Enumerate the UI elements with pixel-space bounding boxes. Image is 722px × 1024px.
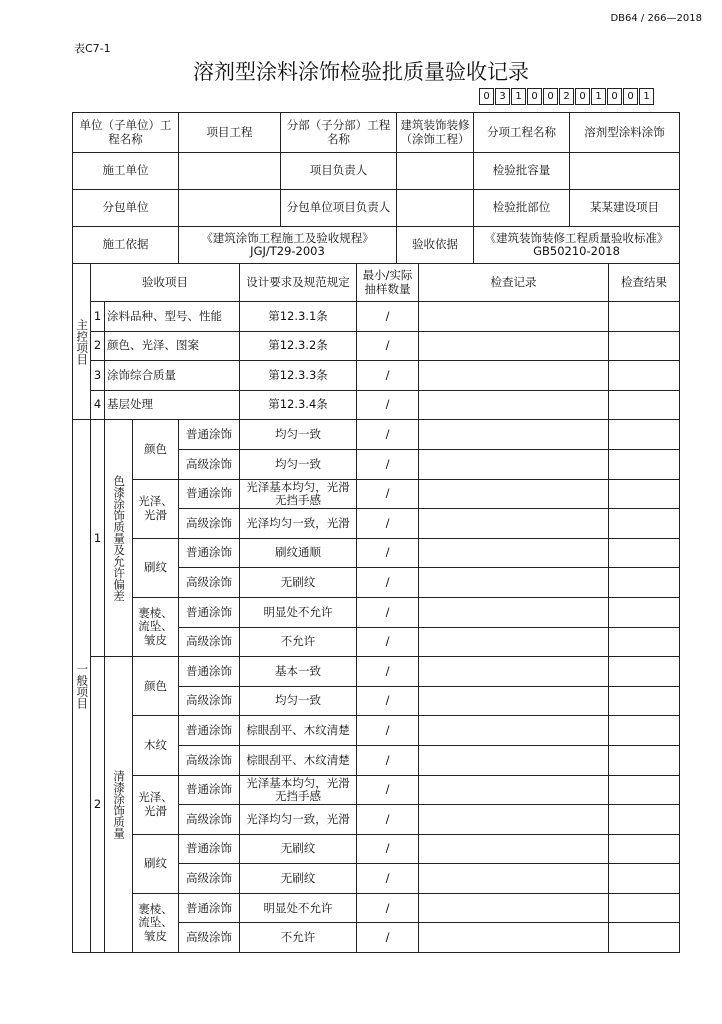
requirement: 明显处不允许 (240, 893, 357, 923)
main-control-label-text: 主控项目 (75, 318, 90, 365)
table-number: 表C7-1 (74, 42, 111, 55)
sample-count[interactable]: / (357, 390, 419, 420)
check-record[interactable] (419, 331, 609, 361)
sample-count[interactable]: / (357, 449, 419, 479)
general-label-text: 一般项目 (75, 663, 90, 710)
acceptance-basis-value[interactable]: 《建筑装饰装修工程质量验收标准》GB50210-2018 (474, 227, 680, 264)
sample-count[interactable]: / (357, 479, 419, 509)
check-record[interactable] (419, 716, 609, 746)
grade: 普通涂饰 (179, 716, 240, 746)
check-record[interactable] (419, 597, 609, 627)
group-name-text: 清漆涂饰质量 (112, 770, 127, 840)
requirement: 光泽基本均匀，光滑无挡手感 (240, 479, 357, 509)
sub-pm-value[interactable] (397, 190, 474, 227)
check-record[interactable] (419, 302, 609, 332)
check-result[interactable] (609, 568, 680, 598)
check-result[interactable] (609, 864, 680, 894)
requirement: 第12.3.1条 (240, 302, 357, 332)
sample-count[interactable]: / (357, 597, 419, 627)
sub-item-name: 颜色 (133, 420, 179, 479)
table-row (73, 479, 680, 509)
sample-count[interactable]: / (357, 568, 419, 598)
sample-count[interactable]: / (357, 420, 419, 450)
basis-value[interactable]: 《建筑涂饰工程施工及验收规程》JGJ/T29-2003 (179, 227, 397, 264)
sub-item-name: 颜色 (133, 657, 179, 716)
requirement: 第12.3.4条 (240, 390, 357, 420)
requirement: 棕眼刮平、木纹清楚 (240, 716, 357, 746)
check-result[interactable] (609, 745, 680, 775)
requirement: 不允许 (240, 923, 357, 953)
sample-count[interactable]: / (357, 627, 419, 657)
requirement: 均匀一致 (240, 686, 357, 716)
col-result: 检查结果 (609, 264, 680, 302)
grade: 普通涂饰 (179, 538, 240, 568)
acceptance-basis-label: 验收依据 (397, 227, 474, 264)
row-number: 2 (91, 331, 105, 361)
check-result[interactable] (609, 331, 680, 361)
check-result[interactable] (609, 893, 680, 923)
table-row (73, 775, 680, 805)
general-label (73, 420, 91, 953)
subcontractor-label: 分包单位 (73, 190, 179, 227)
requirement: 刷纹通顺 (240, 538, 357, 568)
code-digit: 0 (575, 88, 590, 105)
sample-count[interactable]: / (357, 805, 419, 835)
sample-count[interactable]: / (357, 864, 419, 894)
sub-item-name: 刷纹 (133, 834, 179, 893)
col-sample: 最小/实际抽样数量 (357, 264, 419, 302)
page-title: 溶剂型涂料涂饰检验批质量验收记录 (193, 60, 529, 84)
sample-count[interactable]: / (357, 302, 419, 332)
check-record[interactable] (419, 657, 609, 687)
check-record[interactable] (419, 449, 609, 479)
check-record[interactable] (419, 775, 609, 805)
sub-pm-label: 分包单位项目负责人 (281, 190, 397, 227)
table-row (73, 361, 680, 391)
requirement: 明显处不允许 (240, 597, 357, 627)
sub-item-name: 光泽、光滑 (133, 775, 179, 834)
requirement: 无刷纹 (240, 568, 357, 598)
grade: 高级涂饰 (179, 864, 240, 894)
sample-count[interactable]: / (357, 923, 419, 953)
check-record[interactable] (419, 390, 609, 420)
requirement: 无刷纹 (240, 864, 357, 894)
sample-count[interactable]: / (357, 331, 419, 361)
check-record[interactable] (419, 568, 609, 598)
requirement: 第12.3.3条 (240, 361, 357, 391)
unit-value[interactable]: 项目工程 (179, 113, 281, 153)
row-number: 1 (91, 302, 105, 332)
pm-value[interactable] (397, 153, 474, 190)
check-record[interactable] (419, 805, 609, 835)
subcontractor-value[interactable] (179, 190, 281, 227)
grade: 高级涂饰 (179, 568, 240, 598)
check-record[interactable] (419, 538, 609, 568)
check-record[interactable] (419, 893, 609, 923)
division-value[interactable]: 建筑装饰装修（涂饰工程） (397, 113, 474, 153)
col-record: 检查记录 (419, 264, 609, 302)
grade: 高级涂饰 (179, 805, 240, 835)
sub-item-name: 光泽、光滑 (133, 479, 179, 538)
check-record[interactable] (419, 923, 609, 953)
row-number: 4 (91, 390, 105, 420)
check-result[interactable] (609, 449, 680, 479)
code-digit: 0 (479, 88, 494, 105)
grade: 普通涂饰 (179, 420, 240, 450)
requirement: 棕眼刮平、木纹清楚 (240, 745, 357, 775)
check-record[interactable] (419, 509, 609, 539)
check-result[interactable] (609, 686, 680, 716)
sample-count[interactable]: / (357, 893, 419, 923)
requirement: 光泽均匀一致，光滑 (240, 805, 357, 835)
requirement: 均匀一致 (240, 420, 357, 450)
check-result[interactable] (609, 302, 680, 332)
table-row (73, 420, 680, 450)
check-result[interactable] (609, 420, 680, 450)
check-result[interactable] (609, 479, 680, 509)
row-number: 3 (91, 361, 105, 391)
sub-value[interactable]: 溶剂型涂料涂饰 (570, 113, 680, 153)
inspection-table (72, 263, 680, 953)
table-row (73, 834, 680, 864)
grade: 普通涂饰 (179, 775, 240, 805)
requirement: 光泽均匀一致，光滑 (240, 509, 357, 539)
check-result[interactable] (609, 923, 680, 953)
code-digit: 3 (495, 88, 510, 105)
grade: 普通涂饰 (179, 893, 240, 923)
code-digit: 0 (623, 88, 638, 105)
grade: 普通涂饰 (179, 834, 240, 864)
sample-count[interactable]: / (357, 775, 419, 805)
check-record[interactable] (419, 834, 609, 864)
grade: 高级涂饰 (179, 686, 240, 716)
table-row (73, 538, 680, 568)
sample-count[interactable]: / (357, 361, 419, 391)
requirement: 无刷纹 (240, 834, 357, 864)
grade: 高级涂饰 (179, 449, 240, 479)
check-record[interactable] (419, 479, 609, 509)
main-control-label (73, 264, 91, 420)
unit-label: 单位（子单位）工程名称 (73, 113, 179, 153)
check-result[interactable] (609, 805, 680, 835)
table-row (73, 716, 680, 746)
capacity-value[interactable] (570, 153, 680, 190)
grade: 普通涂饰 (179, 479, 240, 509)
grade: 高级涂饰 (179, 923, 240, 953)
col-item: 验收项目 (91, 264, 240, 302)
requirement: 光泽基本均匀，光滑无挡手感 (240, 775, 357, 805)
check-result[interactable] (609, 716, 680, 746)
table-row (73, 657, 680, 687)
grade: 普通涂饰 (179, 597, 240, 627)
table-row (73, 390, 680, 420)
sub-item-name: 裹棱、流坠、皱皮 (133, 597, 179, 656)
sample-count[interactable]: / (357, 745, 419, 775)
grade: 普通涂饰 (179, 657, 240, 687)
check-result[interactable] (609, 390, 680, 420)
basis-label: 施工依据 (73, 227, 179, 264)
info-table (72, 112, 680, 264)
requirement: 基本一致 (240, 657, 357, 687)
check-record[interactable] (419, 745, 609, 775)
sample-count[interactable]: / (357, 834, 419, 864)
table-row (73, 893, 680, 923)
standard-number: DB64 / 266—2018 (610, 13, 702, 24)
item-name: 颜色、光泽、图案 (105, 331, 240, 361)
sample-count[interactable]: / (357, 509, 419, 539)
col-requirement: 设计要求及规范规定 (240, 264, 357, 302)
code-digit: 0 (543, 88, 558, 105)
capacity-label: 检验批容量 (474, 153, 570, 190)
check-record[interactable] (419, 420, 609, 450)
check-result[interactable] (609, 361, 680, 391)
sample-count[interactable]: / (357, 538, 419, 568)
check-record[interactable] (419, 627, 609, 657)
sub-item-name: 裹棱、流坠、皱皮 (133, 893, 179, 952)
sample-count[interactable]: / (357, 716, 419, 746)
requirement: 均匀一致 (240, 449, 357, 479)
item-name: 涂料品种、型号、性能 (105, 302, 240, 332)
check-result[interactable] (609, 657, 680, 687)
group-name (105, 420, 133, 657)
sub-item-name: 刷纹 (133, 538, 179, 597)
location-label: 检验批部位 (474, 190, 570, 227)
check-record[interactable] (419, 864, 609, 894)
group-name-text: 色漆涂饰质量及允许偏差 (112, 475, 127, 602)
check-result[interactable] (609, 538, 680, 568)
table-row (73, 331, 680, 361)
group-name (105, 657, 133, 953)
constructor-label: 施工单位 (73, 153, 179, 190)
column-header-row (73, 264, 680, 302)
grade: 高级涂饰 (179, 509, 240, 539)
check-result[interactable] (609, 775, 680, 805)
group-number: 1 (91, 420, 105, 657)
form-code (478, 88, 654, 105)
table-row (73, 302, 680, 332)
requirement: 不允许 (240, 627, 357, 657)
requirement: 第12.3.2条 (240, 331, 357, 361)
division-label: 分部（子分部）工程名称 (281, 113, 397, 153)
table-row (73, 597, 680, 627)
pm-label: 项目负责人 (281, 153, 397, 190)
sample-count[interactable]: / (357, 657, 419, 687)
code-digit: 0 (607, 88, 622, 105)
sub-item-name: 木纹 (133, 716, 179, 775)
group-number: 2 (91, 657, 105, 953)
item-name: 涂饰综合质量 (105, 361, 240, 391)
check-result[interactable] (609, 627, 680, 657)
code-digit: 2 (559, 88, 574, 105)
constructor-value[interactable] (179, 153, 281, 190)
check-record[interactable] (419, 361, 609, 391)
item-name: 基层处理 (105, 390, 240, 420)
check-result[interactable] (609, 509, 680, 539)
code-digit: 0 (527, 88, 542, 105)
code-digit: 1 (591, 88, 606, 105)
location-value[interactable]: 某某建设项目 (570, 190, 680, 227)
check-result[interactable] (609, 597, 680, 627)
grade: 高级涂饰 (179, 745, 240, 775)
code-digit: 1 (639, 88, 654, 105)
sub-label: 分项工程名称 (474, 113, 570, 153)
check-record[interactable] (419, 686, 609, 716)
sample-count[interactable]: / (357, 686, 419, 716)
grade: 高级涂饰 (179, 627, 240, 657)
check-result[interactable] (609, 834, 680, 864)
code-digit: 1 (511, 88, 526, 105)
